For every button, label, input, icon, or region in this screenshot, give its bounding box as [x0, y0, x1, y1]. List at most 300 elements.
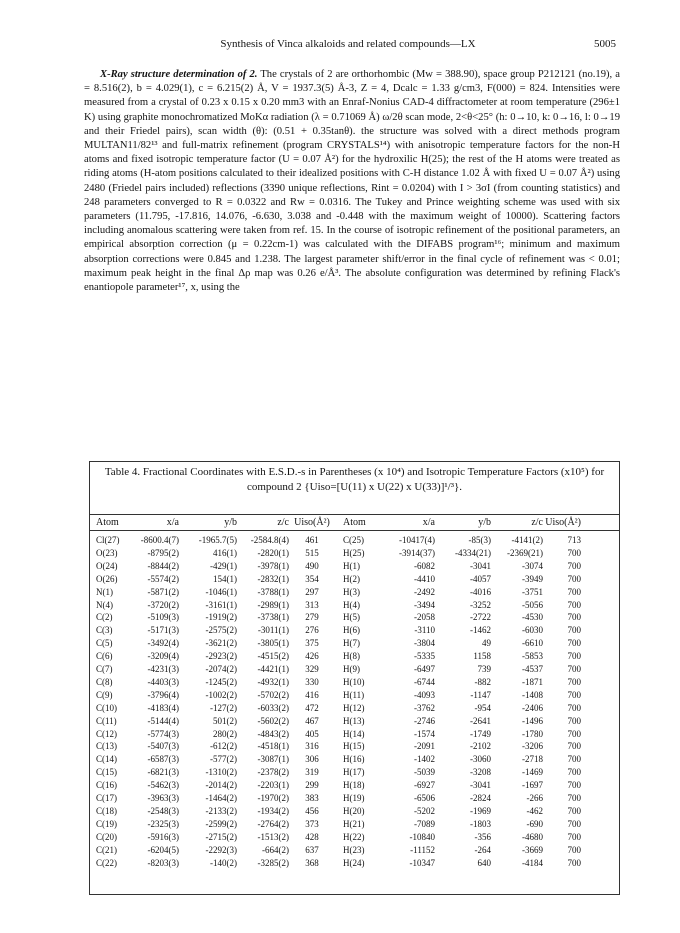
table-cell: -2074(2) [205, 664, 237, 674]
table-cell: 276 [305, 625, 319, 636]
table-cell: N(1) [96, 586, 113, 597]
table-cell: 316 [305, 741, 319, 752]
table-cell: -4141(2) [511, 535, 543, 545]
table-cell: 280(2) [213, 728, 237, 739]
table-cell: -4515(2) [257, 651, 289, 662]
table-cell: 700 [567, 767, 581, 778]
table-row [96, 831, 613, 844]
table-cell: 299 [305, 780, 319, 791]
table-header-row [96, 516, 613, 529]
table-cell: -6587(3) [147, 754, 179, 765]
table-cell: -2832(1) [257, 573, 289, 584]
table-cell: H(15) [343, 741, 365, 752]
table-cell: -5109(3) [147, 612, 179, 623]
table-cell: -5916(3) [147, 831, 179, 842]
table-cell: C(17) [96, 793, 117, 803]
table-cell: -8203(3) [147, 857, 179, 868]
table-cell: -5853 [522, 651, 543, 662]
table-cell: C(9) [96, 689, 113, 700]
table-row [96, 611, 613, 624]
table-cell: -2133(2) [205, 805, 237, 816]
table-cell: -2325(3) [147, 818, 179, 829]
table-cell: 713 [567, 535, 581, 545]
table-cell: -7089 [414, 818, 435, 829]
table-cell: -6610 [522, 638, 543, 649]
table-cell: 640 [477, 857, 491, 868]
table-cell: C(12) [96, 728, 117, 739]
table-cell: -1464(2) [205, 793, 237, 803]
table-cell: -612(2) [210, 741, 237, 752]
table-cell: -5039 [414, 767, 435, 778]
table-cell: -3804 [414, 638, 435, 649]
table-cell: -266 [526, 793, 543, 803]
table-cell: -2014(2) [205, 780, 237, 791]
table-cell: -3669 [522, 844, 543, 855]
table-cell: 354 [305, 573, 319, 584]
table-cell: H(22) [343, 831, 365, 842]
table-cell: -2492 [414, 586, 435, 597]
table-cell: -1871 [522, 676, 543, 687]
table-cell: 700 [567, 805, 581, 816]
table-cell: -4421(1) [257, 664, 289, 674]
table-cell: H(13) [343, 715, 365, 726]
table-cell: 490 [305, 560, 319, 571]
table-cell: -5602(2) [257, 715, 289, 726]
table-cell: 700 [567, 844, 581, 855]
table-cell: 428 [305, 831, 319, 842]
table-cell: -3805(1) [257, 638, 289, 649]
table-cell: -4403(3) [147, 676, 179, 687]
table-cell: -6204(5) [147, 844, 179, 855]
table-cell: -3011(1) [257, 625, 289, 636]
table-cell: 700 [567, 831, 581, 842]
table-cell: -664(2) [262, 844, 289, 855]
table-cell: -577(2) [210, 754, 237, 765]
table-cell: 467 [305, 715, 319, 726]
table-cell: -6744 [414, 676, 435, 687]
table-cell: H(16) [343, 754, 365, 765]
table-row [96, 844, 613, 857]
table-cell: -5407(3) [147, 741, 179, 752]
table-cell: 739 [477, 664, 491, 674]
table-cell: -954 [474, 702, 491, 713]
table-cell: 700 [567, 702, 581, 713]
table-cell: -1469 [522, 767, 543, 778]
table-cell: -1147 [470, 689, 491, 700]
table-cell: H(11) [343, 689, 365, 700]
table-cell: -6033(2) [257, 702, 289, 713]
table-cell: -1780 [522, 728, 543, 739]
table-cell: -4093 [414, 689, 435, 700]
table-cell: 700 [567, 689, 581, 700]
table-cell: 700 [567, 612, 581, 623]
table-cell: -3978(1) [257, 560, 289, 571]
column-header: y/b [478, 517, 491, 528]
table-cell: C(11) [96, 715, 117, 726]
table-cell: -6497 [414, 664, 435, 674]
table-cell: -3621(2) [205, 638, 237, 649]
table-cell: -6506 [414, 793, 435, 803]
table-cell: 700 [567, 664, 581, 674]
table-cell: 306 [305, 754, 319, 765]
table-cell: -690 [526, 818, 543, 829]
table-cell: 375 [305, 638, 319, 649]
paragraph-lead: X-Ray structure determination of 2. [100, 69, 258, 80]
table-cell: -4334(21) [455, 547, 491, 558]
table-cell: C(15) [96, 767, 117, 778]
table-cell: C(25) [343, 535, 364, 545]
table-cell: -429(1) [210, 560, 237, 571]
table-row [96, 702, 613, 715]
table-cell: C(7) [96, 664, 113, 674]
table-cell: O(26) [96, 573, 118, 584]
table-cell: 700 [567, 793, 581, 803]
table-cell: -3060 [470, 754, 491, 765]
table-cell: C(16) [96, 780, 117, 791]
table-caption: Table 4. Fractional Coordinates with E.S.D.-s in Parentheses (x 10⁴) and Isotropic Temperature Factors (x10⁵) for compound 2 {Uiso=[U(11) x U(22) x U(33)]¹/³}. [104, 466, 605, 493]
table-cell: -1574 [414, 728, 435, 739]
table-cell: -127(2) [210, 702, 237, 713]
table-cell: -3949 [522, 573, 543, 584]
table-cell: 456 [305, 805, 319, 816]
table-cell: -4016 [470, 586, 491, 597]
table-cell: -1803 [470, 818, 491, 829]
table-cell: -5462(3) [147, 780, 179, 791]
table-cell: -2820(1) [257, 547, 289, 558]
table-cell: 279 [305, 612, 319, 623]
table-row [96, 573, 613, 586]
table-cell: C(21) [96, 844, 117, 855]
table-cell: -6927 [414, 780, 435, 791]
table-cell: -2584.8(4) [250, 535, 289, 545]
table-cell: -140(2) [210, 857, 237, 868]
table-cell: H(1) [343, 560, 360, 571]
table-cell: -1002(2) [205, 689, 237, 700]
table-cell: -4843(2) [257, 728, 289, 739]
table-cell: 472 [305, 702, 319, 713]
table-cell: -2764(2) [257, 818, 289, 829]
table-row [96, 753, 613, 766]
table-cell: H(12) [343, 702, 365, 713]
coordinates-table [89, 461, 620, 895]
table-cell: -4932(1) [257, 676, 289, 687]
table-cell: H(10) [343, 676, 365, 687]
table-cell: -2718 [522, 754, 543, 765]
table-cell: H(8) [343, 651, 360, 662]
table-cell: -10347 [409, 857, 435, 868]
table-cell: -1919(2) [205, 612, 237, 623]
table-row [96, 676, 613, 689]
table-cell: -3796(4) [147, 689, 179, 700]
table-cell: -1462 [470, 625, 491, 636]
running-title: Synthesis of Vinca alkaloids and related compounds—LX [220, 38, 476, 50]
table-cell: 49 [482, 638, 491, 649]
table-cell: -1245(2) [205, 676, 237, 687]
table-cell: 700 [567, 728, 581, 739]
table-cell: -5171(3) [147, 625, 179, 636]
column-header: y/b [224, 517, 237, 528]
table-cell: H(2) [343, 573, 360, 584]
table-cell: -3494 [414, 599, 435, 610]
table-cell: -1402 [414, 754, 435, 765]
table-cell: H(21) [343, 818, 365, 829]
table-cell: -3788(1) [257, 586, 289, 597]
table-cell: C(10) [96, 702, 117, 713]
table-cell: -3963(3) [147, 793, 179, 803]
table-row [96, 805, 613, 818]
table-cell: -11152 [410, 844, 435, 855]
table-cell: -2203(1) [257, 780, 289, 791]
table-cell: -5144(4) [147, 715, 179, 726]
table-row [96, 637, 613, 650]
table-cell: -264 [474, 844, 491, 855]
table-cell: H(7) [343, 638, 360, 649]
table-cell: H(23) [343, 844, 365, 855]
table-cell: 330 [305, 676, 319, 687]
table-cell: Cl(27) [96, 535, 120, 545]
table-cell: 515 [305, 547, 319, 558]
table-cell: -85(3) [468, 535, 491, 545]
table-cell: -3720(2) [147, 599, 179, 610]
table-cell: 368 [305, 857, 319, 868]
table-cell: 154(1) [213, 573, 237, 584]
table-cell: 700 [567, 741, 581, 752]
table-cell: -1408 [522, 689, 543, 700]
table-cell: 313 [305, 599, 319, 610]
table-cell: -3208 [470, 767, 491, 778]
table-cell: 700 [567, 818, 581, 829]
table-cell: 1158 [473, 651, 491, 662]
table-row [96, 857, 613, 870]
table-cell: H(4) [343, 599, 360, 610]
table-cell: 700 [567, 715, 581, 726]
table-cell: -1749 [470, 728, 491, 739]
table-cell: 700 [567, 651, 581, 662]
table-cell: 700 [567, 754, 581, 765]
table-cell: C(22) [96, 857, 117, 868]
table-row [96, 715, 613, 728]
table-cell: -1965.7(5) [198, 535, 237, 545]
table-cell: 501(2) [213, 715, 237, 726]
table-cell: -2599(2) [205, 818, 237, 829]
table-cell: 416 [305, 689, 319, 700]
table-cell: -2058 [414, 612, 435, 623]
table-cell: 329 [305, 664, 319, 674]
table-cell: -4518(1) [257, 741, 289, 752]
table-cell: -2292(3) [205, 844, 237, 855]
table-cell: -3762 [414, 702, 435, 713]
table-cell: -4057 [470, 573, 491, 584]
table-cell: -3738(1) [257, 612, 289, 623]
table-cell: -6030 [522, 625, 543, 636]
table-row [96, 779, 613, 792]
table-cell: O(23) [96, 547, 118, 558]
table-cell: 319 [305, 767, 319, 778]
table-cell: H(24) [343, 857, 365, 868]
table-cell: -10417(4) [399, 535, 435, 545]
table-cell: -3161(1) [205, 599, 237, 610]
table-cell: 700 [567, 676, 581, 687]
table-cell: -1934(2) [257, 805, 289, 816]
table-cell: C(13) [96, 741, 117, 752]
table-cell: -3751 [522, 586, 543, 597]
table-cell: -1496 [522, 715, 543, 726]
table-cell: -3209(4) [147, 651, 179, 662]
table-row [96, 689, 613, 702]
table-cell: -4184 [522, 857, 543, 868]
table-row [96, 534, 613, 547]
table-cell: 416(1) [213, 547, 237, 558]
paragraph-text: The crystals of 2 are orthorhombic (Mw = 388.90), space group P212121 (no.19), a = 8.516(2), b = 4.029(1), c = 6.215(2) Å, V = 1937.3(5) Å-3, Z = 4, Dcalc = 1.33 g/cm3, F(000) = 824. Intensities were measured from a crystal of 0.23 x 0.15 x 0.20 mm3 with an Enraf-Nonius CAD-4 diffractometer at room temperature (296±1 K) using graphite monochromatized MoKα radiation (λ = 0.71069 Å) ω/2θ scan mode, 2<θ<25° (h: 0→10, k: 0→16, l: 0→19 and their Friedel pairs), scan width (θ): (0.51 + 0.35tanθ). the structure was solved with a direct methods program MULTAN11/82¹³ and full-matrix refinement (program CRYSTALS¹⁴) with anisotropic temperature factors for the non-H atoms and fixed isotropic temperature factor (U = 0.07 Å²) for the hydroxilic H(25); the rest of the H atoms were treated as riding atoms (H-atom positions calculated to their idealized positions with C-H distance 1.02 Å with fixed U = 0.07 Å²) using 2480 (Friedel pairs included) reflections (3390 unique reflections, Rint = 0.0204) with I > 3σI (from counting statistics) and 248 parameters converged to R = 0.0322 and Rw = 0.0316. The Tukey and Prince weighting scheme was used with six parameters (11.795, -17.816, 14.076, -6.630, 3.038 and -0.448 with the maximum weight of 10000). Scattering factors including anomalous scattering were taken from ref. 15. In the course of isotropic refinement of the positional parameters, an empirical absorption correction (μ = 0.22cm-1) was calculated with the DIFABS program¹⁶; minimum and maximum absorption corrections were 0.845 and 1.238. The largest parameter shift/error in the final cycle of refinement was < 0.01; maximum peak height in the final Δρ map was 0.26 e/Å³. The absolute configuration was determined by refining Flack's enantiopole parameter¹⁷, x, using the [84, 69, 620, 294]
table-cell: -3087(1) [257, 754, 289, 765]
table-cell: 405 [305, 728, 319, 739]
table-cell: C(8) [96, 676, 113, 687]
table-cell: 700 [567, 599, 581, 610]
table-cell: -5335 [414, 651, 435, 662]
table-cell: -5574(2) [147, 573, 179, 584]
table-cell: -1513(2) [257, 831, 289, 842]
table-row [96, 599, 613, 612]
page-number: 5005 [594, 38, 616, 50]
table-cell: -2091 [414, 741, 435, 752]
table-cell: -4530 [522, 612, 543, 623]
table-cell: C(20) [96, 831, 117, 842]
table-cell: -2641 [470, 715, 491, 726]
column-header: Uiso(Å²) [545, 517, 581, 528]
table-cell: -1970(2) [257, 793, 289, 803]
table-cell: 297 [305, 586, 319, 597]
table-row [96, 586, 613, 599]
table-cell: 700 [567, 560, 581, 571]
table-cell: -3206 [522, 741, 543, 752]
column-header: Atom [343, 517, 366, 528]
table-row [96, 624, 613, 637]
table-cell: C(19) [96, 818, 117, 829]
table-cell: -8795(2) [147, 547, 179, 558]
table-cell: C(18) [96, 805, 117, 816]
column-header: z/c [277, 517, 289, 528]
table-cell: -5202 [414, 805, 435, 816]
table-cell: -4680 [522, 831, 543, 842]
table-cell: -2406 [522, 702, 543, 713]
table-cell: -8844(2) [147, 560, 179, 571]
table-cell: 426 [305, 651, 319, 662]
body-paragraph [84, 68, 620, 295]
table-cell: -5056 [522, 599, 543, 610]
table-cell: H(19) [343, 793, 365, 803]
table-row [96, 766, 613, 779]
table-cell: -1310(2) [205, 767, 237, 778]
table-cell: -10840 [409, 831, 435, 842]
table-cell: H(9) [343, 664, 360, 674]
table-row [96, 792, 613, 805]
table-cell: H(18) [343, 780, 365, 791]
table-cell: -8600.4(7) [140, 535, 179, 545]
table-cell: -4410 [414, 573, 435, 584]
table-cell: -3285(2) [257, 857, 289, 868]
column-header: Uiso(Å²) [294, 517, 330, 528]
table-cell: 461 [305, 535, 319, 545]
table-cell: -2989(1) [257, 599, 289, 610]
column-header: z/c [531, 517, 543, 528]
table-cell: -4183(4) [147, 702, 179, 713]
table-cell: 700 [567, 638, 581, 649]
table-cell: -2715(2) [205, 831, 237, 842]
table-row [96, 560, 613, 573]
table-row [96, 650, 613, 663]
table-cell: H(17) [343, 767, 365, 778]
table-rule-header [90, 530, 619, 531]
table-cell: -882 [474, 676, 491, 687]
table-cell: N(4) [96, 599, 113, 610]
table-cell: -3041 [470, 560, 491, 571]
table-cell: 373 [305, 818, 319, 829]
column-header: x/a [422, 517, 435, 528]
table-cell: -2369(21) [507, 547, 543, 558]
table-row [96, 818, 613, 831]
table-cell: -462 [526, 805, 543, 816]
table-cell: -1969 [470, 805, 491, 816]
table-row [96, 740, 613, 753]
table-rule-top [90, 514, 619, 515]
table-cell: C(5) [96, 638, 113, 649]
table-cell: H(3) [343, 586, 360, 597]
table-cell: -5702(2) [257, 689, 289, 700]
table-cell: -6082 [414, 560, 435, 571]
table-cell: C(3) [96, 625, 113, 636]
table-cell: -356 [474, 831, 491, 842]
table-cell: H(6) [343, 625, 360, 636]
table-row [96, 547, 613, 560]
table-cell: -6821(3) [147, 767, 179, 778]
table-cell: -5774(3) [147, 728, 179, 739]
table-cell: 700 [567, 573, 581, 584]
table-cell: -2746 [414, 715, 435, 726]
table-cell: 700 [567, 780, 581, 791]
table-cell: H(14) [343, 728, 365, 739]
table-cell: -2378(2) [257, 767, 289, 778]
table-cell: -4231(3) [147, 664, 179, 674]
table-cell: -2722 [470, 612, 491, 623]
table-cell: C(6) [96, 651, 113, 662]
table-cell: -1697 [522, 780, 543, 791]
running-header [80, 38, 616, 54]
column-header: x/a [166, 517, 179, 528]
table-cell: H(5) [343, 612, 360, 623]
table-cell: -2102 [470, 741, 491, 752]
table-row [96, 728, 613, 741]
table-cell: -3074 [522, 560, 543, 571]
table-cell: -3252 [470, 599, 491, 610]
table-cell: -3492(4) [147, 638, 179, 649]
table-row [96, 663, 613, 676]
table-cell: H(25) [343, 547, 365, 558]
table-cell: H(20) [343, 805, 365, 816]
table-cell: 383 [305, 793, 319, 803]
table-cell: 700 [567, 625, 581, 636]
table-cell: -3041 [470, 780, 491, 791]
table-cell: -3110 [414, 625, 435, 636]
table-cell: 700 [567, 857, 581, 868]
table-cell: 637 [305, 844, 319, 855]
table-cell: -5871(2) [147, 586, 179, 597]
table-cell: C(2) [96, 612, 113, 623]
table-cell: 700 [567, 547, 581, 558]
table-cell: -2824 [470, 793, 491, 803]
table-cell: -2575(2) [205, 625, 237, 636]
table-cell: -4537 [522, 664, 543, 674]
table-cell: 700 [567, 586, 581, 597]
